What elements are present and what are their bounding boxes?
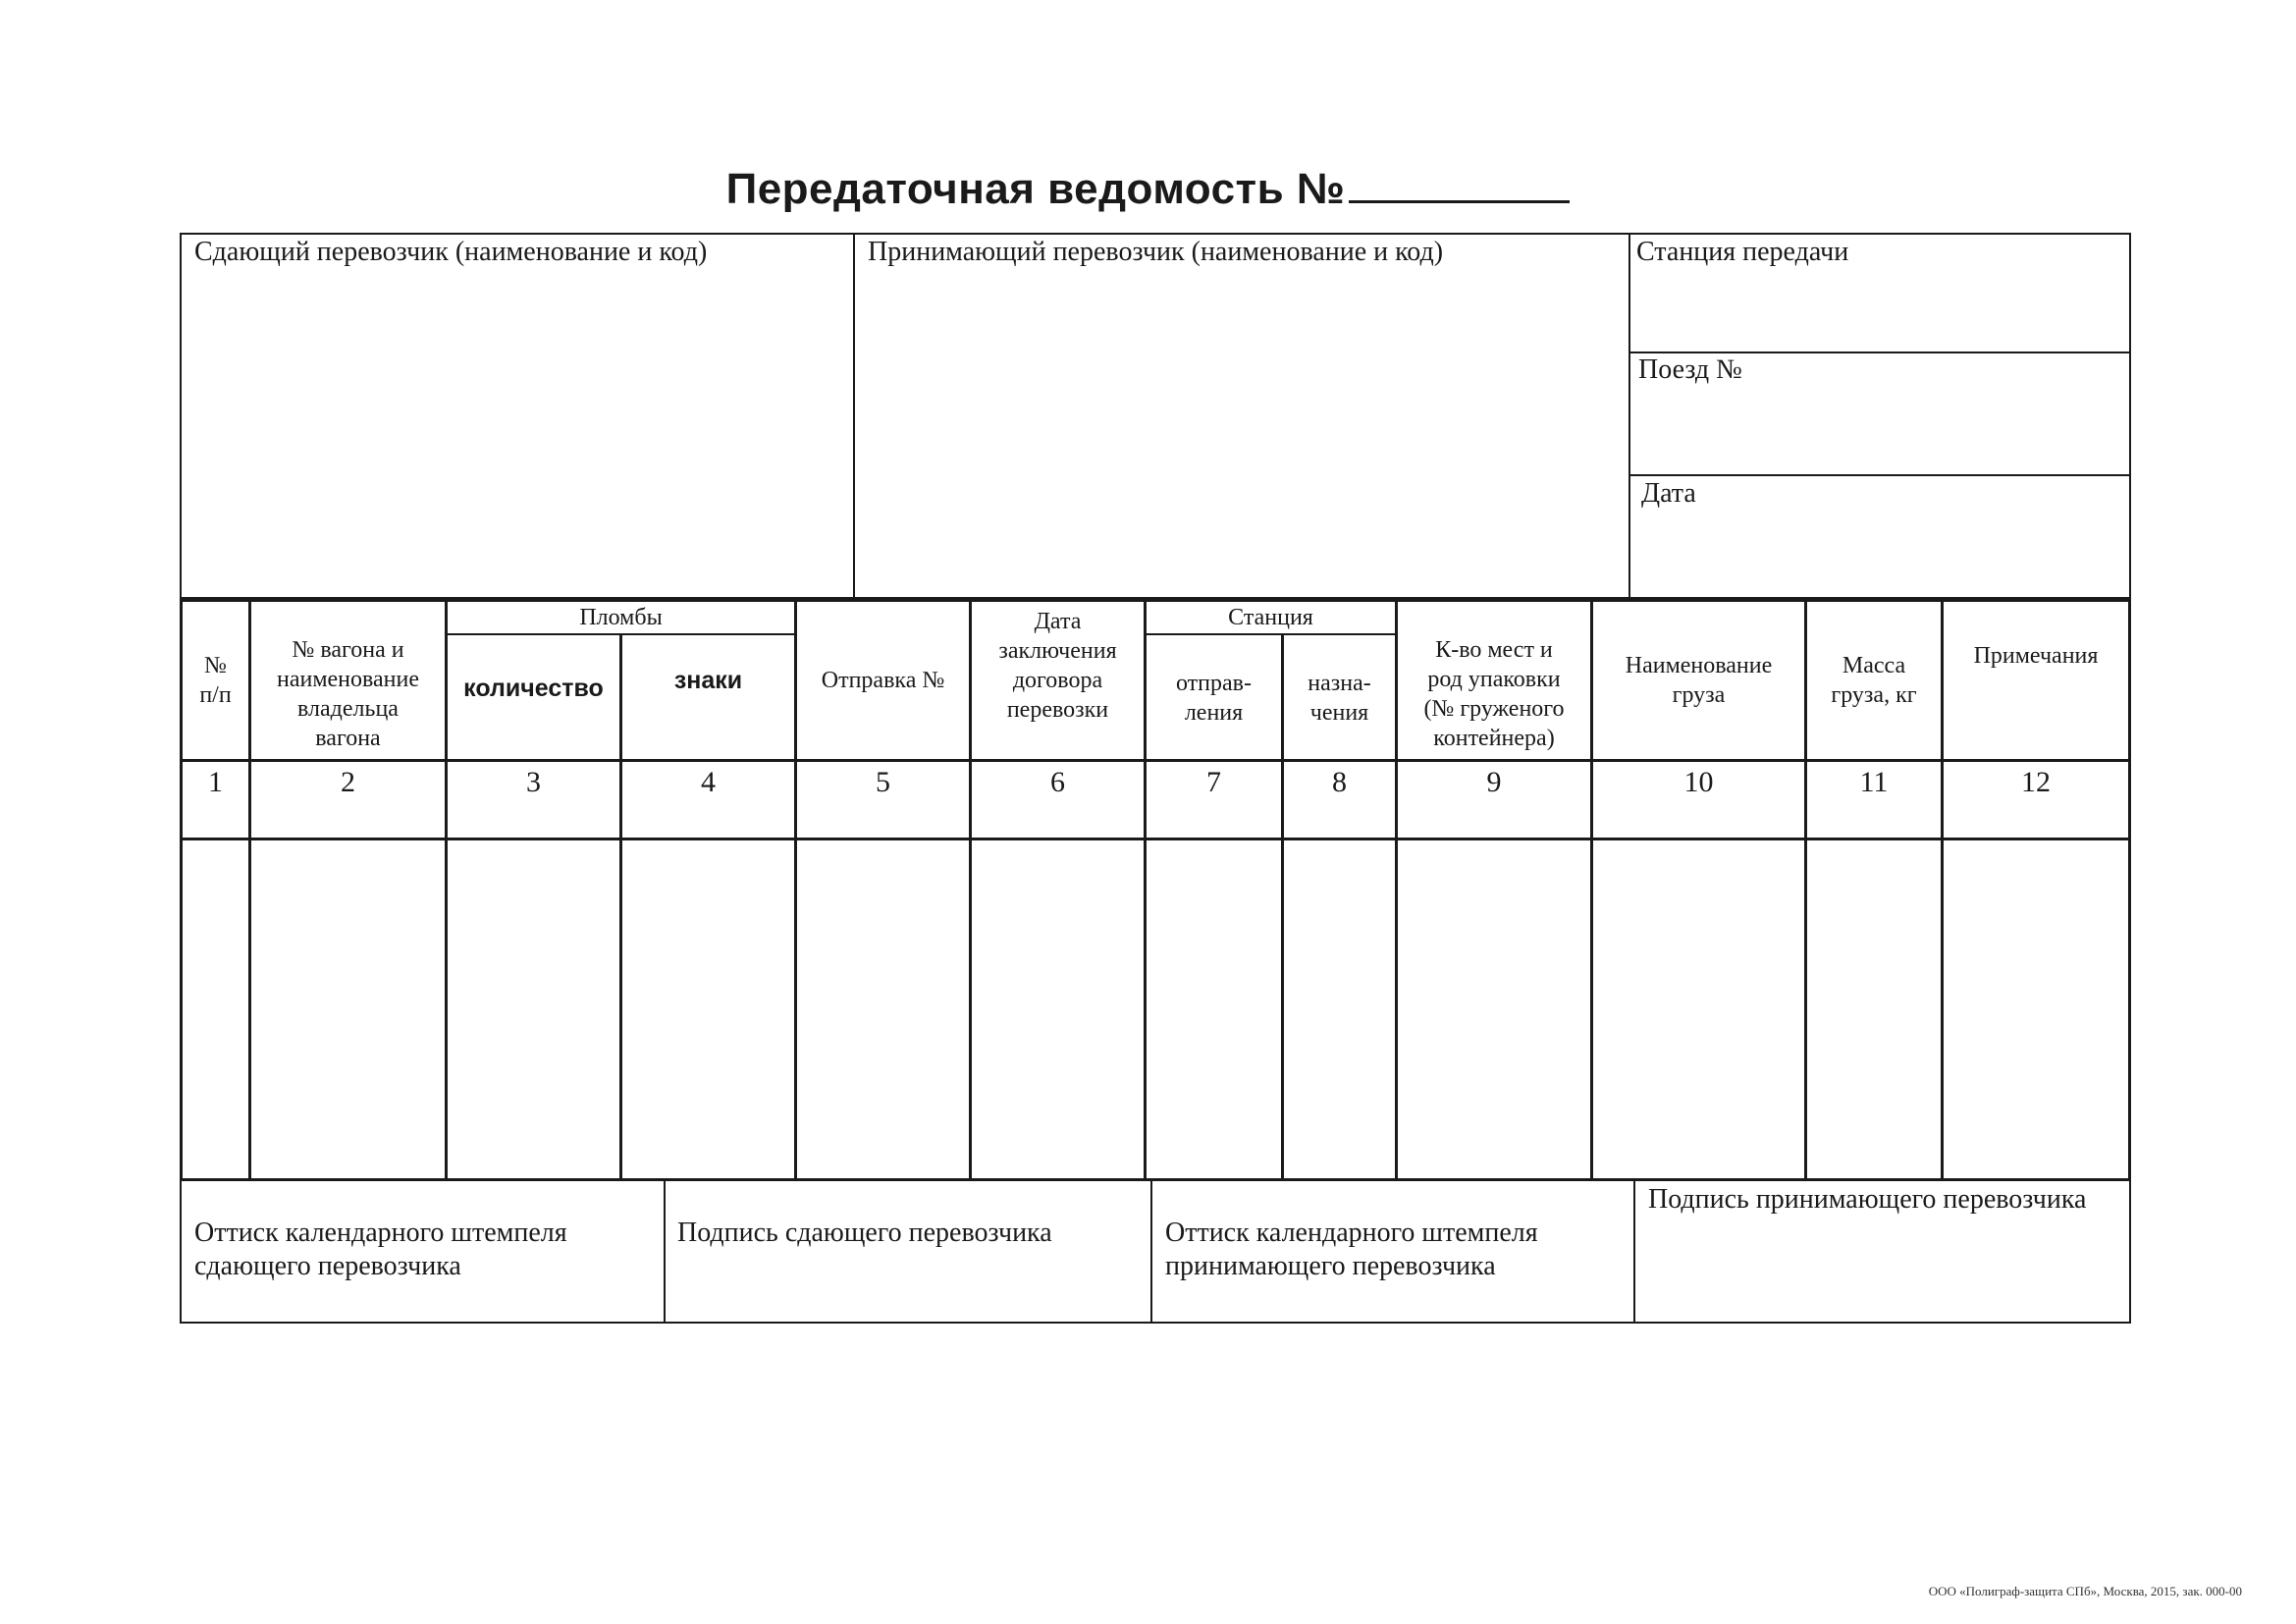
column-number: 3	[526, 766, 541, 798]
stamp-sender-label: Оттиск календарного штемпеля сдающего перевозчика	[194, 1218, 567, 1281]
sign-sender-label: Подпись сдающего перевозчика	[677, 1218, 1052, 1248]
sign-sender-field[interactable]	[677, 1183, 1144, 1250]
stamp-receiver-label: Оттиск календарного штемпеля принимающего перевозчика	[1165, 1218, 1538, 1281]
stamp-receiver-field[interactable]	[1165, 1183, 1627, 1283]
column-number: 11	[1859, 766, 1889, 798]
header-notes: Примечания	[1973, 643, 2099, 669]
date-field[interactable]	[1641, 477, 1696, 511]
column-number: 10	[1683, 766, 1714, 798]
page-title	[0, 165, 2296, 214]
footer-divider-1	[664, 1179, 666, 1324]
title-text: Передаточная ведомость №	[725, 165, 1346, 213]
receiver-carrier-label: Принимающий перевозчик (наименование и код)	[868, 237, 1444, 267]
header-wagon: № вагона и наименование владельца вагона	[276, 636, 420, 751]
header-station: Станция	[1228, 604, 1313, 630]
train-label: Поезд №	[1638, 354, 1742, 385]
header-seals-marks: знаки	[673, 667, 743, 694]
sender-carrier-label: Сдающий перевозчик (наименование и код)	[194, 237, 708, 267]
footer-divider-2	[1150, 1179, 1152, 1324]
printer-imprint: ООО «Полиграф-защита СПб», Москва, 2015, зак. 000-00	[1928, 1584, 2242, 1598]
column-number: 5	[876, 766, 890, 798]
stamp-sender-field[interactable]	[194, 1183, 656, 1283]
top-divider-2	[1629, 233, 1630, 599]
station-field[interactable]	[1636, 236, 1848, 269]
top-divider-1	[853, 233, 855, 599]
header-row-number: № п/п	[199, 653, 232, 708]
column-number: 9	[1486, 766, 1502, 798]
date-label: Дата	[1641, 478, 1696, 509]
column-number: 1	[208, 766, 223, 798]
header-contract-date: Дата заключения договора перевозки	[998, 609, 1117, 723]
station-label: Станция передачи	[1636, 237, 1849, 267]
header-seals-count: количество	[463, 674, 604, 702]
header-packages: К-во мест и род упаковки (№ груженого контейнера)	[1423, 636, 1565, 751]
header-cargo-mass: Масса груза, кг	[1831, 653, 1917, 708]
receiver-carrier-field[interactable]	[868, 236, 1443, 269]
column-number: 12	[2021, 766, 2051, 798]
sign-receiver-field[interactable]	[1648, 1183, 2127, 1217]
column-number: 4	[701, 766, 716, 798]
header-station-to: назна- чения	[1308, 670, 1371, 726]
data-entry-area[interactable]	[183, 840, 2128, 1178]
document-number-field[interactable]	[1349, 167, 1570, 203]
header-seals: Пломбы	[579, 604, 663, 630]
train-divider	[1629, 474, 2131, 476]
header-cargo-name: Наименование груза	[1625, 653, 1773, 708]
train-field[interactable]	[1638, 353, 1742, 387]
sender-carrier-field[interactable]	[194, 236, 707, 269]
column-number: 7	[1206, 766, 1221, 798]
header-shipment: Отправка №	[821, 668, 945, 693]
sign-receiver-label: Подпись принимающего перевозчика	[1648, 1184, 2087, 1215]
top-section	[180, 233, 2131, 599]
header-station-from: отправ- ления	[1176, 670, 1252, 726]
column-number: 2	[341, 766, 355, 798]
column-number: 8	[1332, 766, 1347, 798]
footer-divider-3	[1633, 1179, 1635, 1324]
column-number: 6	[1050, 766, 1065, 798]
station-subheader-line	[1144, 633, 1395, 635]
